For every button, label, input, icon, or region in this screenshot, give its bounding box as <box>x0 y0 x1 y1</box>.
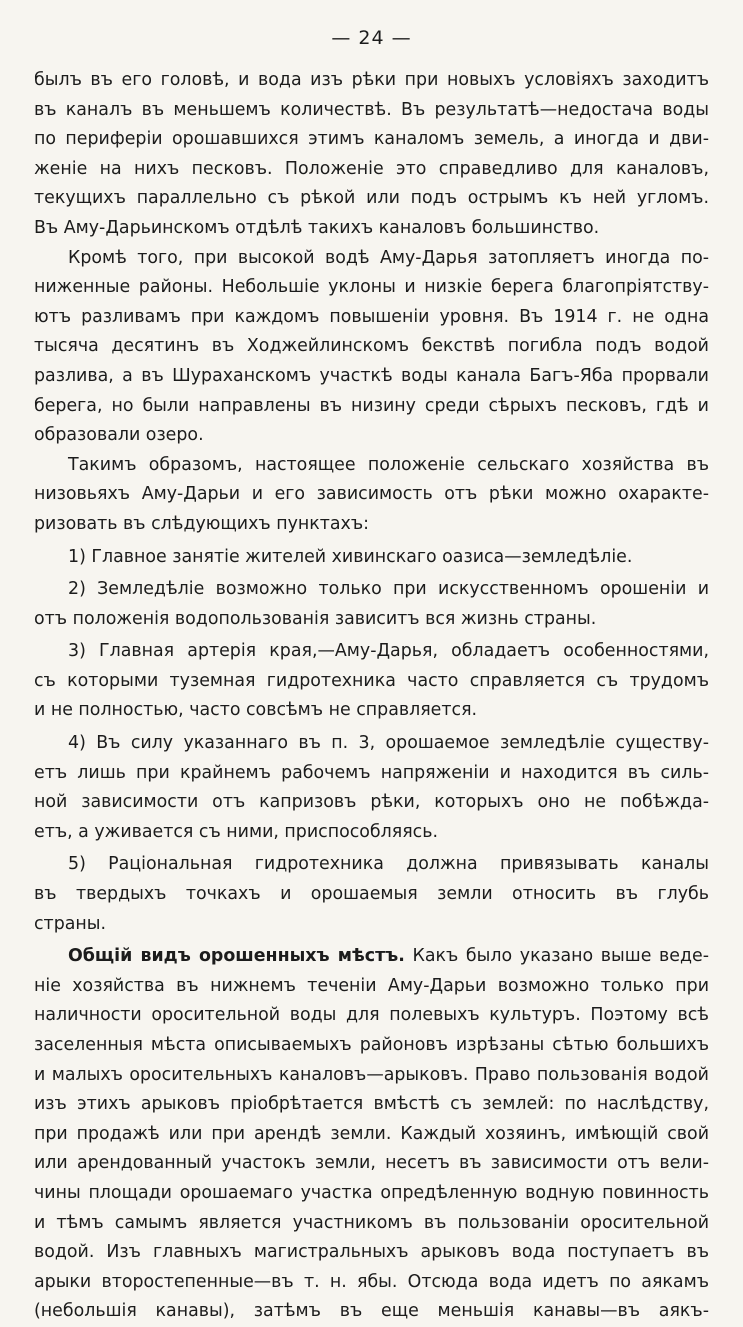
body-text <box>34 66 709 1327</box>
list-item-1: 1) Главное занятіе жителей хивинскаго оазиса—земледѣліе. <box>68 546 633 567</box>
list-item-4: 4) Въ силу указаннаго въ п. 3, орошаемое земледѣліе существу- <box>68 733 709 754</box>
text-line: водой. Изъ главныхъ магистральныхъ арыковъ вода поступаетъ въ <box>34 1242 709 1263</box>
text-line: етъ лишь при крайнемъ рабочемъ напряженіи и находится въ силь- <box>34 762 709 783</box>
text-line: ризовать въ слѣдующихъ пунктахъ: <box>34 513 369 534</box>
text-line: ютъ разливамъ при каждомъ повышеніи уровня. Въ 1914 г. не одна <box>34 306 709 327</box>
text-line: ніе хозяйства въ нижнемъ теченіи Аму-Дарьи возможно только при <box>34 975 709 996</box>
text-line: текущихъ параллельно съ рѣкой или подъ острымъ къ ней угломъ. <box>34 188 709 209</box>
text-line: отъ положенія водопользованія зависитъ вся жизнь страны. <box>34 608 597 629</box>
text-line: и тѣмъ самымъ является участникомъ въ пользованіи оросительной <box>34 1212 709 1233</box>
text-line: берега, но были направлены въ низину среди сѣрыхъ песковъ, гдѣ и <box>34 395 709 416</box>
list-item-5: 5) Раціональная гидротехника должна привязывать каналы <box>68 854 709 875</box>
text-line: изъ этихъ арыковъ пріобрѣтается вмѣстѣ съ землей: по наслѣдству, <box>34 1094 709 1115</box>
text-line: тысяча десятинъ въ Ходжейлинскомъ бекствѣ погибла подъ водой <box>34 336 709 357</box>
section-first-line <box>34 942 709 972</box>
list-item-3: 3) Главная артерія края,—Аму-Дарья, обладаетъ особенностями, <box>68 641 709 662</box>
page-number: — 24 — <box>331 27 412 49</box>
text-line: въ каналъ въ меньшемъ количествѣ. Въ результатѣ—недостача воды <box>34 99 709 120</box>
text-line: страны. <box>34 913 107 934</box>
list-item-2: 2) Земледѣліе возможно только при искусственномъ орошеніи и <box>68 579 709 600</box>
text-line: или арендованный участокъ земли, несетъ въ зависимости отъ вели- <box>34 1153 709 1174</box>
text-line: Такимъ образомъ, настоящее положеніе сельскаго хозяйства въ <box>68 454 709 475</box>
text-line: чины площади орошаемаго участка опредѣленную водную повинность <box>34 1182 709 1203</box>
text-line: былъ въ его головѣ, и вода изъ рѣки при новыхъ условіяхъ заходитъ <box>34 70 709 90</box>
text-line: заселенныя мѣста описываемыхъ районовъ изрѣзаны сѣтью большихъ <box>34 1035 709 1055</box>
text-line: Въ Аму-Дарьинскомъ отдѣлѣ такихъ каналовъ большинство. <box>34 217 600 238</box>
text-line: и малыхъ оросительныхъ каналовъ—арыковъ. Право пользованія водой <box>34 1064 709 1085</box>
text-line: и не полностью, часто совсѣмъ не справляется. <box>34 700 478 721</box>
text-line: разлива, а въ Шураханскомъ участкѣ воды канала Багъ-Яба прорвали <box>34 365 709 386</box>
text-line: Кромѣ того, при высокой водѣ Аму-Дарья затопляетъ иногда по- <box>68 247 709 268</box>
text-line: (небольшія канавы), затѣмъ въ еще меньшія канавы—въ аякъ- <box>34 1301 709 1322</box>
text-line: етъ, а уживается съ ними, приспособляясь. <box>34 821 439 842</box>
text-line: арыки второстепенные—въ т. н. ябы. Отсюда вода идетъ по аякамъ <box>34 1271 709 1292</box>
text-line: женіе на нихъ песковъ. Положеніе это справедливо для каналовъ, <box>34 158 709 179</box>
text-line: при продажѣ или при арендѣ земли. Каждый хозяинъ, имѣющій свой <box>34 1123 709 1144</box>
section-heading: Общій видъ орошенныхъ мѣстъ. <box>68 946 405 967</box>
text-line: наличности оросительной воды для полевыхъ культуръ. Поэтому всѣ <box>34 1005 709 1026</box>
section-lead-text: Какъ было указано выше веде- <box>404 946 709 967</box>
text-line: въ твердыхъ точкахъ и орошаемыя земли относить въ глубь <box>34 884 709 905</box>
text-line: съ которыми туземная гидротехника часто справляется съ трудомъ <box>34 670 709 691</box>
text-line: образовали озеро. <box>34 425 204 446</box>
text-line: по периферіи орошавшихся этимъ каналомъ земель, а иногда и дви- <box>34 129 709 150</box>
text-line: ниженные районы. Небольшіе уклоны и низкіе берега благопріятству- <box>34 277 709 298</box>
text-line: низовьяхъ Аму-Дарьи и его зависимость отъ рѣки можно охаракте- <box>34 484 709 505</box>
text-line: ной зависимости отъ капризовъ рѣки, которыхъ оно не побѣждa- <box>34 792 709 813</box>
